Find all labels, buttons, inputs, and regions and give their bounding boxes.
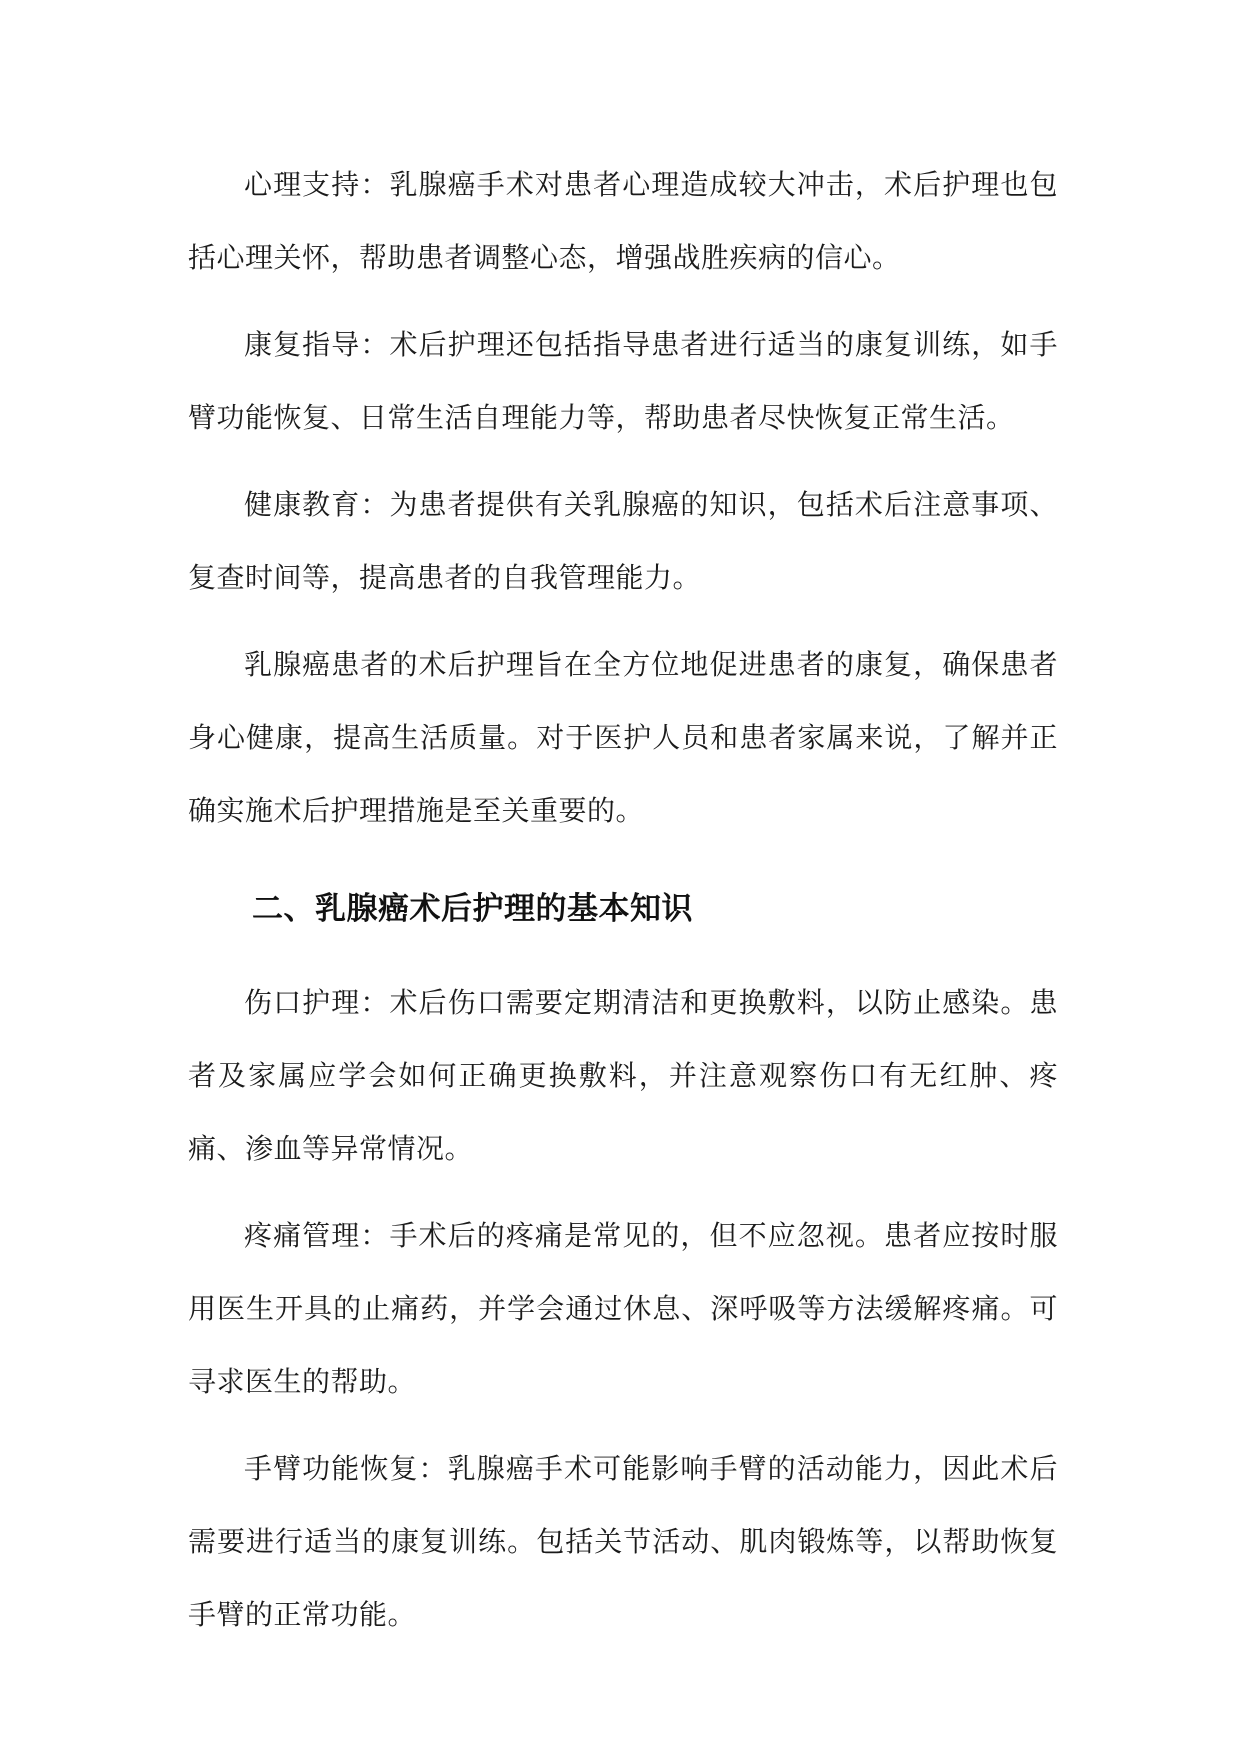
paragraph-psychological-support: 心理支持：乳腺癌手术对患者心理造成较大冲击，术后护理也包括心理关怀，帮助患者调整心态，增强战胜疾病的信心。 <box>188 168 1058 274</box>
document-body <box>188 148 1058 1665</box>
paragraph-arm-function-recovery: 手臂功能恢复：乳腺癌手术可能影响手臂的活动能力，因此术后需要进行适当的康复训练。包括关节活动、肌肉锻炼等，以帮助恢复手臂的正常功能。 <box>188 1452 1058 1631</box>
section-heading: 二、乳腺癌术后护理的基本知识 <box>252 891 693 927</box>
paragraph-summary: 乳腺癌患者的术后护理旨在全方位地促进患者的康复，确保患者身心健康，提高生活质量。对于医护人员和患者家属来说，了解并正确实施术后护理措施是至关重要的。 <box>188 648 1058 827</box>
paragraph-rehabilitation-guidance: 康复指导：术后护理还包括指导患者进行适当的康复训练，如手臂功能恢复、日常生活自理能力等，帮助患者尽快恢复正常生活。 <box>188 328 1058 434</box>
paragraph-health-education: 健康教育：为患者提供有关乳腺癌的知识，包括术后注意事项、复查时间等，提高患者的自我管理能力。 <box>188 488 1058 594</box>
paragraph-wound-care: 伤口护理：术后伤口需要定期清洁和更换敷料，以防止感染。患者及家属应学会如何正确更换敷料，并注意观察伤口有无红肿、疼痛、渗血等异常情况。 <box>188 986 1058 1165</box>
paragraph-pain-management: 疼痛管理：手术后的疼痛是常见的，但不应忽视。患者应按时服用医生开具的止痛药，并学会通过休息、深呼吸等方法缓解疼痛。可寻求医生的帮助。 <box>188 1219 1058 1398</box>
